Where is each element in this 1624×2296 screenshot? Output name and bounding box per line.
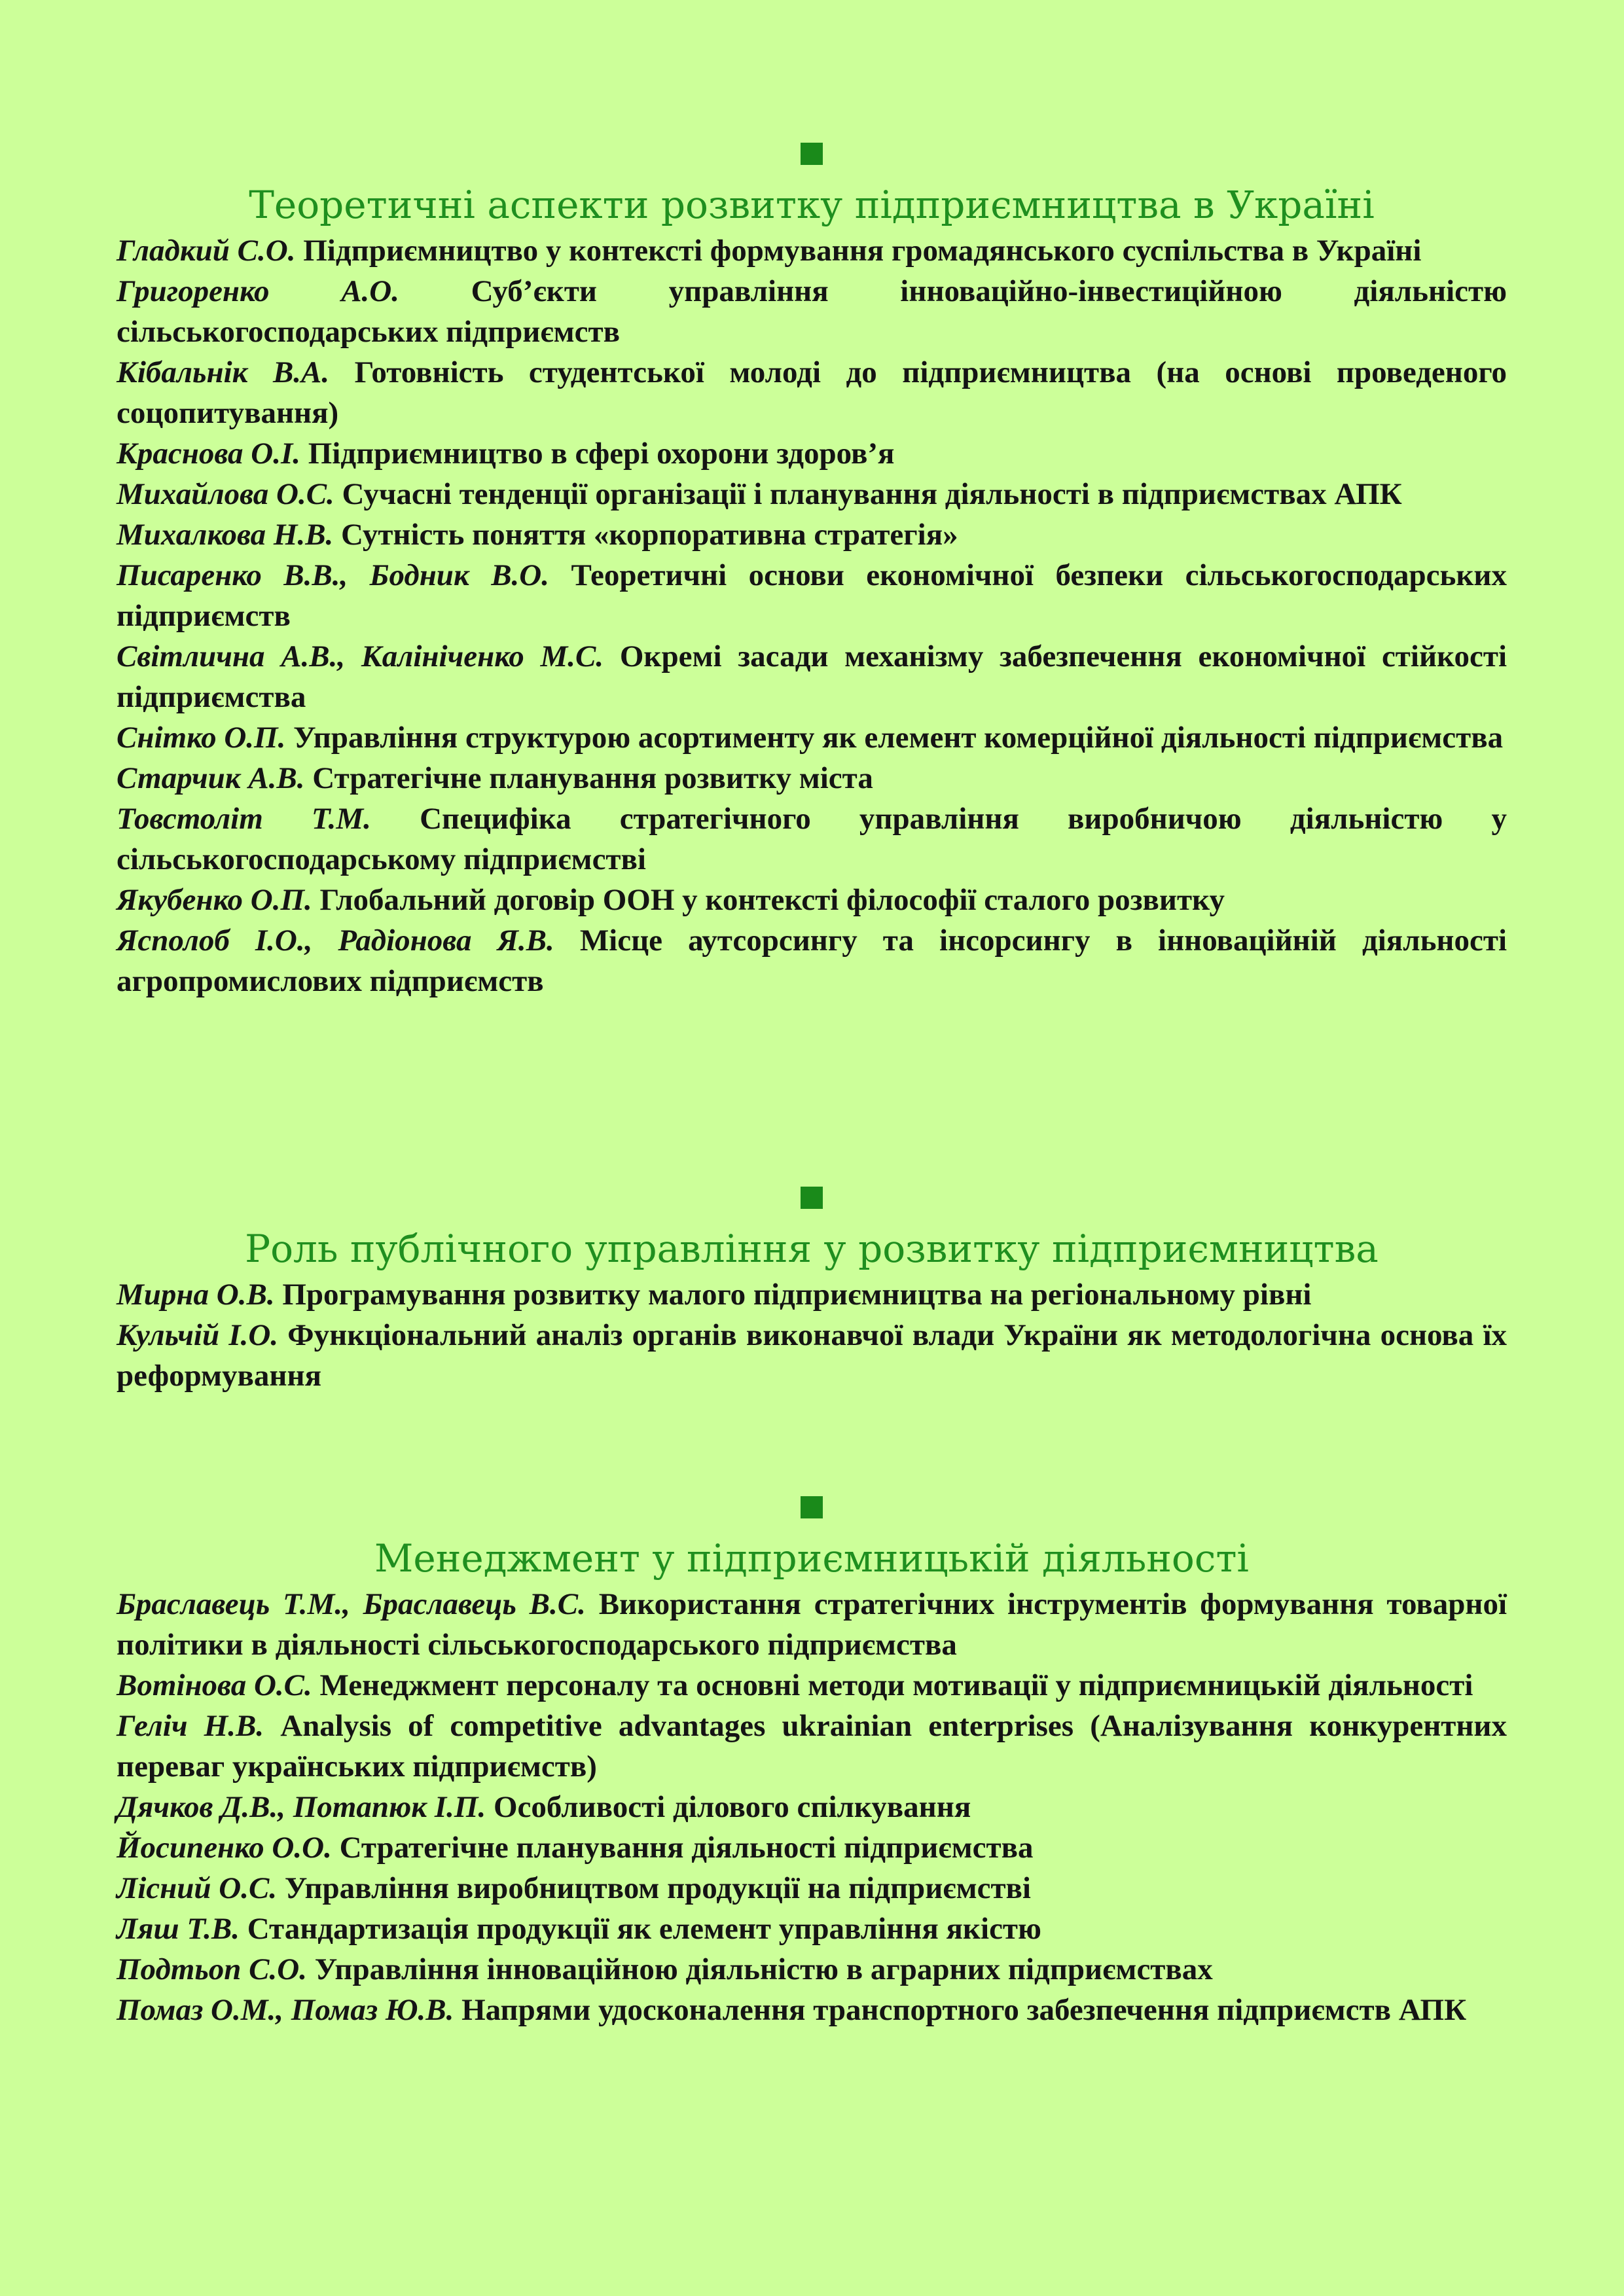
entry-title: Використання стратегічних інструментів формування товарної політики в діяльності сільськогосподарського підприємства <box>117 1587 1507 1662</box>
list-item <box>117 271 1507 352</box>
list-item <box>117 880 1507 920</box>
entry-author: Краснова О.І. <box>117 437 300 471</box>
entry-title: Стратегічне планування розвитку міста <box>312 761 873 795</box>
entry-author: Ляш Т.В. <box>117 1912 240 1946</box>
list-item <box>117 433 1507 474</box>
list-item <box>117 514 1507 555</box>
entry-author: Вотінова О.С. <box>117 1668 312 1702</box>
entry-title: Сучасні тенденції організації і планування діяльності в підприємствах АПК <box>342 477 1402 511</box>
entry-title: Управління виробництвом продукції на підприємстві <box>284 1871 1031 1905</box>
entry-title: Теоретичні основи економічної безпеки сільськогосподарських підприємств <box>117 558 1507 633</box>
list-item <box>117 1990 1507 2030</box>
list-item <box>117 636 1507 717</box>
section-title: Менеджмент у підприємницькій діяльності <box>374 1536 1249 1581</box>
entry-author: Світлична А.В., Калініченко М.С. <box>117 639 604 673</box>
section-management <box>117 1496 1507 2030</box>
entry-author: Браславець Т.М., Браславець В.С. <box>117 1587 586 1621</box>
section-marker-square-icon <box>801 143 823 165</box>
entry-author: Писаренко В.В., Бодник В.О. <box>117 558 549 592</box>
section-marker-square-icon <box>801 1496 823 1518</box>
entry-author: Кульчій І.О. <box>117 1318 279 1352</box>
entry-author: Ясполоб І.О., Радіонова Я.В. <box>117 924 554 958</box>
list-item <box>117 555 1507 636</box>
list-item <box>117 798 1507 880</box>
entry-author: Михалкова Н.В. <box>117 518 334 552</box>
entry-title: Analysis of competitive advantages ukrainian enterprises (Аналізування конкурентних переваг українських підприємств) <box>117 1709 1507 1784</box>
list-item <box>117 1868 1507 1909</box>
entry-author: Йосипенко О.О. <box>117 1831 332 1865</box>
entry-author: Кібальнік В.А. <box>117 355 330 389</box>
list-item <box>117 758 1507 798</box>
entry-author: Мирна О.В. <box>117 1278 275 1312</box>
entry-title: Специфіка стратегічного управління виробничою діяльністю у сільськогосподарському підприємстві <box>117 802 1507 876</box>
list-item <box>117 1787 1507 1827</box>
list-item <box>117 1706 1507 1787</box>
entry-title: Стандартизація продукції як елемент управління якістю <box>247 1912 1041 1946</box>
list-item <box>117 920 1507 1001</box>
section-title: Роль публічного управління у розвитку підприємництва <box>245 1227 1379 1271</box>
list-item <box>117 717 1507 758</box>
entry-author: Михайлова О.С. <box>117 477 334 511</box>
list-item <box>117 1584 1507 1665</box>
entry-title: Окремі засади механізму забезпечення економічної стійкості підприємства <box>117 639 1507 714</box>
section-marker-square-icon <box>801 1187 823 1209</box>
entry-title: Управління інноваційною діяльністю в аграрних підприємствах <box>314 1952 1213 1986</box>
entry-author: Дячков Д.В., Потапюк І.П. <box>117 1790 486 1824</box>
entry-author: Подтьоп С.О. <box>117 1952 307 1986</box>
list-item <box>117 474 1507 514</box>
entry-title: Підприємництво у контексті формування громадянського суспільства в Україні <box>303 234 1422 268</box>
entry-title: Сутність поняття «корпоративна стратегія» <box>341 518 958 552</box>
list-item <box>117 1274 1507 1315</box>
list-item <box>117 230 1507 271</box>
entry-title: Функціональний аналіз органів виконавчої влади України як методологічна основа їх реформування <box>117 1318 1507 1393</box>
entry-title: Особливості ділового спілкування <box>493 1790 971 1824</box>
section-title: Теоретичні аспекти розвитку підприємництва в Україні <box>249 183 1375 227</box>
list-item <box>117 1949 1507 1990</box>
section-public-governance <box>117 1187 1507 1396</box>
entry-author: Григоренко А.О. <box>117 274 399 308</box>
entry-title: Суб’єкти управління інноваційно-інвестиційною діяльністю сільськогосподарських підприємств <box>117 274 1507 349</box>
entry-author: Помаз О.М., Помаз Ю.В. <box>117 1993 454 2027</box>
entry-author: Снітко О.П. <box>117 721 286 755</box>
entry-author: Геліч Н.В. <box>117 1709 264 1743</box>
entry-title: Менеджмент персоналу та основні методи мотивації у підприємницькій діяльності <box>319 1668 1473 1702</box>
entry-author: Старчик А.В. <box>117 761 305 795</box>
entry-title: Напрями удосконалення транспортного забезпечення підприємств АПК <box>461 1993 1467 2027</box>
entry-author: Гладкий С.О. <box>117 234 296 268</box>
entry-author: Лісний О.С. <box>117 1871 278 1905</box>
entry-title: Підприємництво в сфері охорони здоров’я <box>308 437 895 471</box>
list-item <box>117 1665 1507 1706</box>
list-item <box>117 1315 1507 1396</box>
list-item <box>117 352 1507 433</box>
entry-title: Управління структурою асортименту як елемент комерційної діяльності підприємства <box>293 721 1504 755</box>
entry-title: Глобальний договір ООН у контексті філософії сталого розвитку <box>319 883 1225 917</box>
section-theory <box>117 143 1507 1001</box>
list-item <box>117 1909 1507 1949</box>
entry-author: Товстоліт Т.М. <box>117 802 371 836</box>
entry-title: Місце аутсорсингу та інсорсингу в інноваційній діяльності агропромислових підприємств <box>117 924 1507 998</box>
entry-title: Готовність студентської молоді до підприємництва (на основі проведеного соцопитування) <box>117 355 1507 430</box>
entry-title: Стратегічне планування діяльності підприємства <box>339 1831 1034 1865</box>
entry-author: Якубенко О.П. <box>117 883 312 917</box>
list-item <box>117 1827 1507 1868</box>
entry-title: Програмування розвитку малого підприємництва на регіональному рівні <box>282 1278 1312 1312</box>
